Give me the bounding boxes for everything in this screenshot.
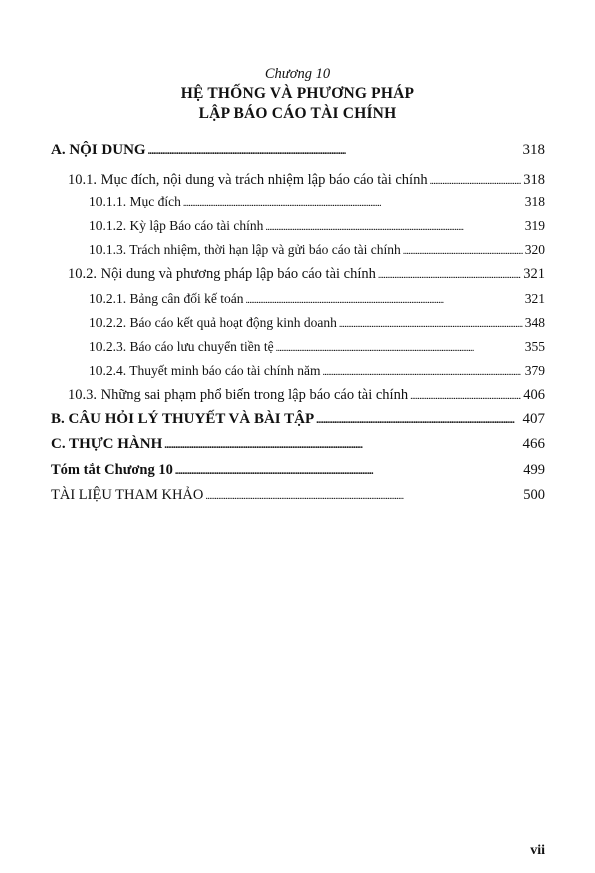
dot-leader [245, 289, 522, 311]
dot-leader [430, 170, 522, 192]
dot-leader [410, 385, 521, 407]
chapter-label: Chương 10 [264, 66, 331, 82]
toc-entry-10-2[interactable] [68, 264, 545, 284]
toc-entry-page: 348 [524, 315, 545, 330]
toc-entry-label: 10.2.2. Báo cáo kết quả hoạt động kinh doanh [89, 315, 337, 330]
toc-entry-label: B. CÂU HỎI LÝ THUYẾT VÀ BÀI TẬP [51, 411, 315, 427]
dot-leader [378, 264, 521, 286]
toc-entry-label: 10.1. Mục đích, nội dung và trách nhiệm lập báo cáo tài chính [68, 172, 428, 188]
toc-entry-page: 318 [522, 142, 545, 158]
toc-entry-page: 499 [523, 462, 545, 478]
toc-entry-10-2-2[interactable] [89, 313, 545, 333]
toc-entry-label: 10.1.3. Trách nhiệm, thời hạn lập và gửi báo cáo tài chính [89, 242, 401, 257]
toc-entry-page: 318 [524, 194, 545, 209]
toc-entry-label: C. THỰC HÀNH [51, 436, 163, 452]
toc-entry-page: 406 [523, 387, 545, 403]
toc-entry-10-1-2[interactable] [89, 216, 545, 236]
toc-entry-label: 10.3. Những sai phạm phổ biến trong lập báo cáo tài chính [68, 387, 409, 403]
toc-entry-page: 355 [524, 339, 545, 354]
toc-entry-label: A. NỘI DUNG [51, 142, 146, 158]
toc-entry-page: 466 [522, 436, 545, 452]
toc-entry-10-1-3[interactable] [89, 240, 545, 260]
dot-leader [164, 434, 520, 456]
page-number: vii [530, 843, 545, 858]
dot-leader [183, 192, 523, 214]
toc-entry-page: 319 [524, 218, 545, 233]
dot-leader [175, 460, 521, 482]
dot-leader [148, 140, 521, 162]
toc-entry-tai-lieu[interactable] [51, 485, 545, 505]
toc-entry-c-thuc-hanh[interactable] [51, 434, 545, 454]
toc-entry-10-1[interactable] [68, 170, 545, 190]
toc-entry-10-1-1[interactable] [89, 192, 545, 212]
toc-entry-10-3[interactable] [68, 385, 545, 405]
toc-entry-page: 321 [523, 266, 545, 282]
chapter-title-line2: LẬP BÁO CÁO TÀI CHÍNH [198, 105, 397, 122]
toc-entry-10-2-1[interactable] [89, 289, 545, 309]
chapter-title-line1: HỆ THỐNG VÀ PHƯƠNG PHÁP [180, 85, 415, 102]
dot-leader [276, 337, 523, 359]
toc-entry-page: 407 [522, 411, 545, 427]
toc-entry-label: 10.1.2. Kỳ lập Báo cáo tài chính [89, 218, 264, 233]
toc-entry-label: Tóm tắt Chương 10 [51, 462, 173, 478]
toc-entry-a-noi-dung[interactable] [51, 140, 545, 160]
dot-leader [205, 485, 521, 507]
toc-entry-label: 10.2. Nội dung và phương pháp lập báo cáo tài chính [68, 266, 376, 282]
toc-entry-b-cau-hoi[interactable] [51, 409, 545, 429]
toc-entry-page: 318 [523, 172, 545, 188]
dot-leader [265, 216, 522, 238]
toc-entry-label: 10.2.3. Báo cáo lưu chuyển tiền tệ [89, 339, 274, 354]
toc-entry-page: 320 [524, 242, 545, 257]
toc-entry-tom-tat[interactable] [51, 460, 545, 480]
toc-entry-page: 321 [524, 291, 545, 306]
dot-leader [322, 361, 522, 383]
toc-entry-label: 10.2.1. Bảng cân đối kế toán [89, 291, 244, 306]
dot-leader [403, 240, 523, 262]
toc-entry-10-2-3[interactable] [89, 337, 545, 357]
toc-entry-label: 10.1.1. Mục đích [89, 194, 181, 209]
dot-leader [316, 409, 520, 431]
toc-entry-10-2-4[interactable] [89, 361, 545, 381]
toc-entry-page: 379 [524, 363, 545, 378]
toc-entry-label: TÀI LIỆU THAM KHẢO [51, 487, 204, 503]
dot-leader [339, 313, 523, 335]
toc-entry-page: 500 [523, 487, 545, 503]
toc-entry-label: 10.2.4. Thuyết minh báo cáo tài chính năm [89, 363, 321, 378]
